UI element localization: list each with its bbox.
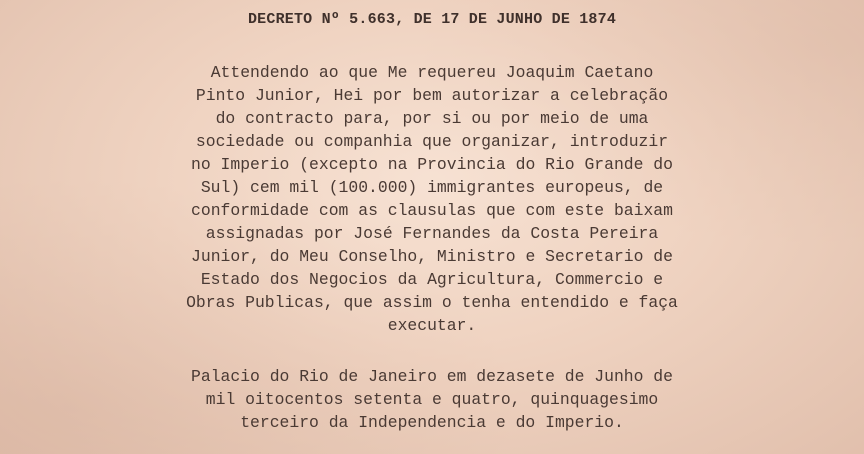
body-line: Pinto Junior, Hei por bem autorizar a celebração xyxy=(195,86,669,105)
closing-line: mil oitocentos setenta e quatro, quinquagesimo xyxy=(205,390,659,409)
decree-title: DECRETO Nº 5.663, DE 17 DE JUNHO DE 1874 xyxy=(247,11,617,28)
body-line: Attendendo ao que Me requereu Joaquim Caetano xyxy=(210,63,654,82)
body-line: Junior, do Meu Conselho, Ministro e Secretario de xyxy=(191,247,673,266)
body-line: assignadas por José Fernandes da Costa Pereira xyxy=(205,224,659,243)
body-line: Estado dos Negocios da Agricultura, Commercio e xyxy=(200,270,664,289)
decree-closing xyxy=(0,365,864,434)
body-line: do contracto para, por si ou por meio de uma xyxy=(215,109,649,128)
body-line: no Imperio (excepto na Provincia do Rio Grande do xyxy=(191,155,673,174)
body-line: sociedade ou companhia que organizar, introduzir xyxy=(195,132,669,151)
closing-line: terceiro da Independencia e do Imperio. xyxy=(240,413,624,432)
body-line: executar. xyxy=(387,316,477,335)
decree-body xyxy=(0,61,864,337)
body-line: Obras Publicas, que assim o tenha entendido e faça xyxy=(186,293,678,312)
body-line: Sul) cem mil (100.000) immigrantes europeus, de xyxy=(200,178,664,197)
body-line: conformidade com as clausulas que com este baixam xyxy=(191,201,673,220)
closing-line: Palacio do Rio de Janeiro em dezasete de Junho de xyxy=(191,367,673,386)
